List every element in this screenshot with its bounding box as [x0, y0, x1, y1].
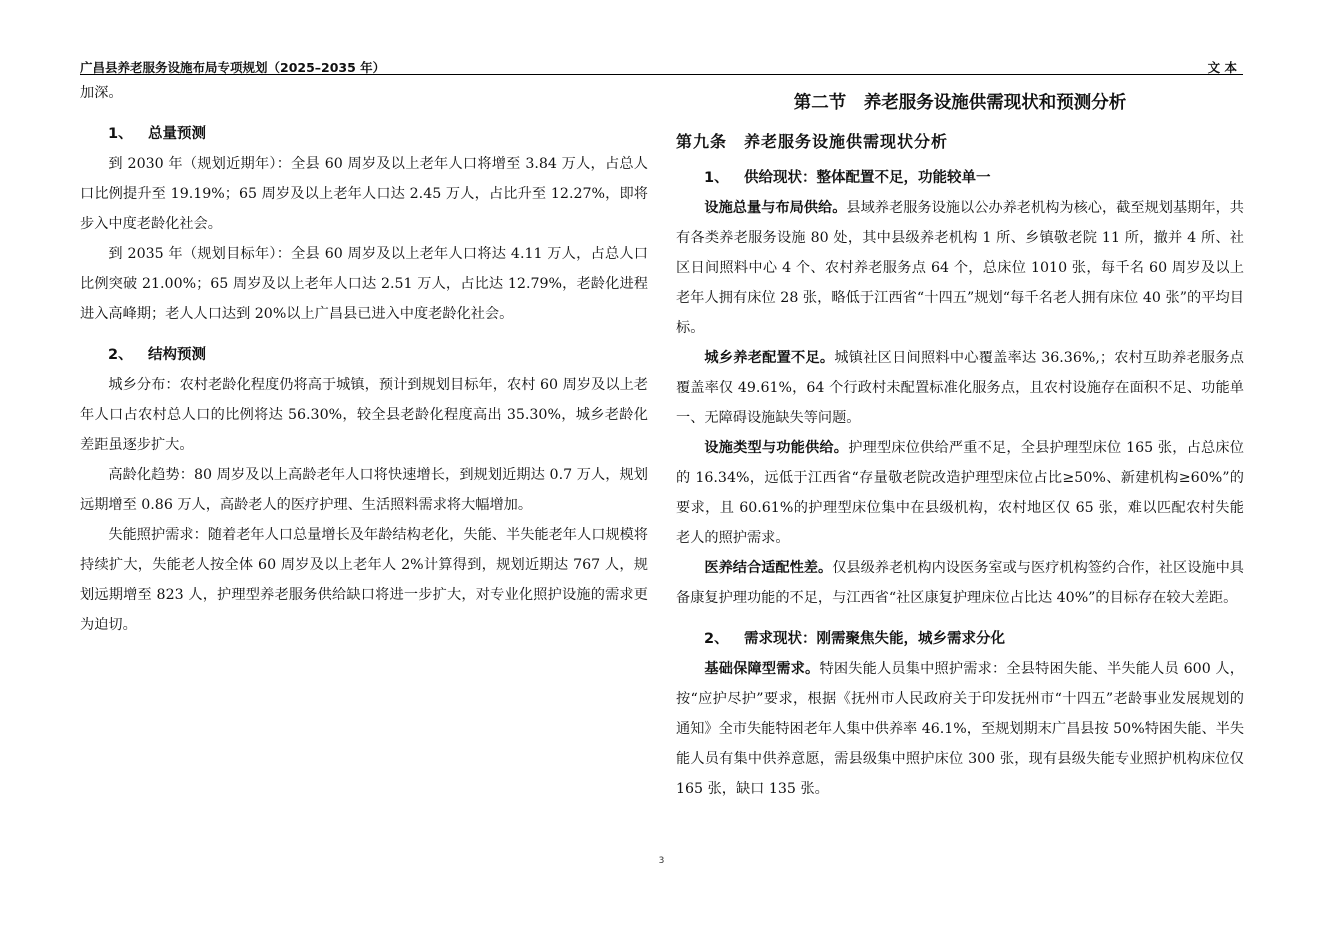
- subheading-number: 2、: [108, 347, 133, 363]
- subheading-title: 供给现状：整体配置不足，功能较单一: [744, 170, 991, 186]
- paragraph-facility-types: [676, 433, 1244, 553]
- paragraph-body: 城镇社区日间照料中心覆盖率达 36.36%,；农村互助养老服务点覆盖率仅 49.61%，64 个行政村未配置标准化服务点，且农村设施存在面积不足、功能单一、无障碍设施缺失等问题。: [676, 350, 1244, 426]
- paragraph-lead: 设施类型与功能供给。: [704, 440, 849, 456]
- paragraph-facility-supply: [676, 193, 1244, 343]
- paragraph-lead: 医养结合适配性差。: [704, 560, 833, 576]
- paragraph-aging-trend: 高龄化趋势：80 周岁及以上高龄老年人口将快速增长，到规划近期达 0.7 万人，规划远期增至 0.86 万人，高龄老人的医疗护理、生活照料需求将大幅增加。: [80, 467, 648, 513]
- paragraph-lead: 城乡养老配置不足。: [704, 350, 835, 366]
- page-header: [80, 58, 1243, 75]
- section-title: 第二节 养老服务设施供需现状和预测分析: [793, 93, 1127, 113]
- subheading-demand-status: [676, 624, 1244, 654]
- subheading-number: 1、: [704, 170, 729, 186]
- document-title: 广昌县养老服务设施布局专项规划（2025–2035 年）: [80, 60, 386, 75]
- paragraph-lead: 设施总量与布局供给。: [704, 200, 847, 216]
- document-type-label: 文 本: [1207, 60, 1237, 75]
- paragraph-basic-demand: [676, 654, 1244, 804]
- paragraph-lead: 基础保障型需求。: [704, 661, 820, 677]
- paragraph-2035: 到 2035 年（规划目标年）：全县 60 周岁及以上老年人口将达 4.11 万人，占总人口比例突破 21.00%；65 周岁及以上老年人口达 2.51 万人，占比达 12.79%，老龄化进程进入高峰期；老人人口达到 20%以上广昌县已进入中度老龄化社会。: [80, 246, 648, 322]
- page-number: 3: [658, 856, 665, 866]
- left-column: [80, 78, 648, 640]
- paragraph-body: 护理型床位供给严重不足，全县护理型床位 165 张，占总床位的 16.34%，远低于江西省“存量敬老院改造护理型床位占比≥50%、新建机构≥60%”的要求，且 60.61%的护理型床位集中在县级机构，农村地区仅 65 张，难以匹配农村失能老人的照护需求。: [676, 440, 1244, 546]
- paragraph-body: 特困失能人员集中照护需求：全县特困失能、半失能人员 600 人，按“应护尽护”要求，根据《抚州市人民政府关于印发抚州市“十四五”老龄事业发展规划的通知》全市失能特困老年人集中供养率 46.1%，至规划期末广昌县按 50%特困失能、半失能人员有集中供养意愿，需县级集中照护床位 300 张，现有县级失能专业照护机构床位仅 165 张，缺口 135 张。: [676, 661, 1245, 797]
- paragraph-medical-care: [676, 553, 1244, 613]
- continuation-text: 加深。: [80, 85, 123, 101]
- subheading-structure-forecast: [80, 340, 648, 370]
- subheading-title: 结构预测: [148, 347, 206, 363]
- article-title: 第九条 养老服务设施供需现状分析: [676, 132, 949, 151]
- subheading-number: 2、: [704, 631, 729, 647]
- right-column: [676, 78, 1244, 804]
- paragraph-disability-care: 失能照护需求：随着老年人口总量增长及年龄结构老化，失能、半失能老年人口规模将持续扩大，失能老人按全体 60 周岁及以上老年人 2%计算得到，规划近期达 767 人，规划远期增至 823 人，护理型养老服务供给缺口将进一步扩大，对专业化照护设施的需求更为迫切。: [80, 527, 648, 633]
- subheading-title: 需求现状：刚需聚焦失能，城乡需求分化: [744, 631, 1005, 647]
- paragraph-urban-rural: 城乡分布：农村老龄化程度仍将高于城镇，预计到规划目标年，农村 60 周岁及以上老年人口占农村总人口的比例将达 56.30%，较全县老龄化程度高出 35.30%，城乡老龄化差距虽逐步扩大。: [80, 377, 648, 453]
- subheading-number: 1、: [108, 126, 133, 142]
- paragraph-urban-rural-config: [676, 343, 1244, 433]
- paragraph-2030: 到 2030 年（规划近期年）：全县 60 周岁及以上老年人口将增至 3.84 万人，占总人口比例提升至 19.19%；65 周岁及以上老年人口达 2.45 万人，占比升至 12.27%，即将步入中度老龄化社会。: [80, 156, 648, 232]
- subheading-total-forecast: [80, 119, 648, 149]
- subheading-supply-status: [676, 163, 1244, 193]
- paragraph-body: 仅县级养老机构内设医务室或与医疗机构签约合作，社区设施中具备康复护理功能的不足，与江西省“社区康复护理床位占比达 40%”的目标存在较大差距。: [676, 560, 1244, 606]
- subheading-title: 总量预测: [148, 126, 206, 142]
- paragraph-body: 县域养老服务设施以公办养老机构为核心，截至规划基期年，共有各类养老服务设施 80 处，其中县级养老机构 1 所、乡镇敬老院 11 所，撤并 4 所、社区日间照料中心 4 个、农村养老服务点 64 个，总床位 1010 张，每千名 60 周岁及以上老年人拥有床位 28 张，略低于江西省“十四五”规划“每千名老人拥有床位 40 张”的平均目标。: [676, 200, 1244, 336]
